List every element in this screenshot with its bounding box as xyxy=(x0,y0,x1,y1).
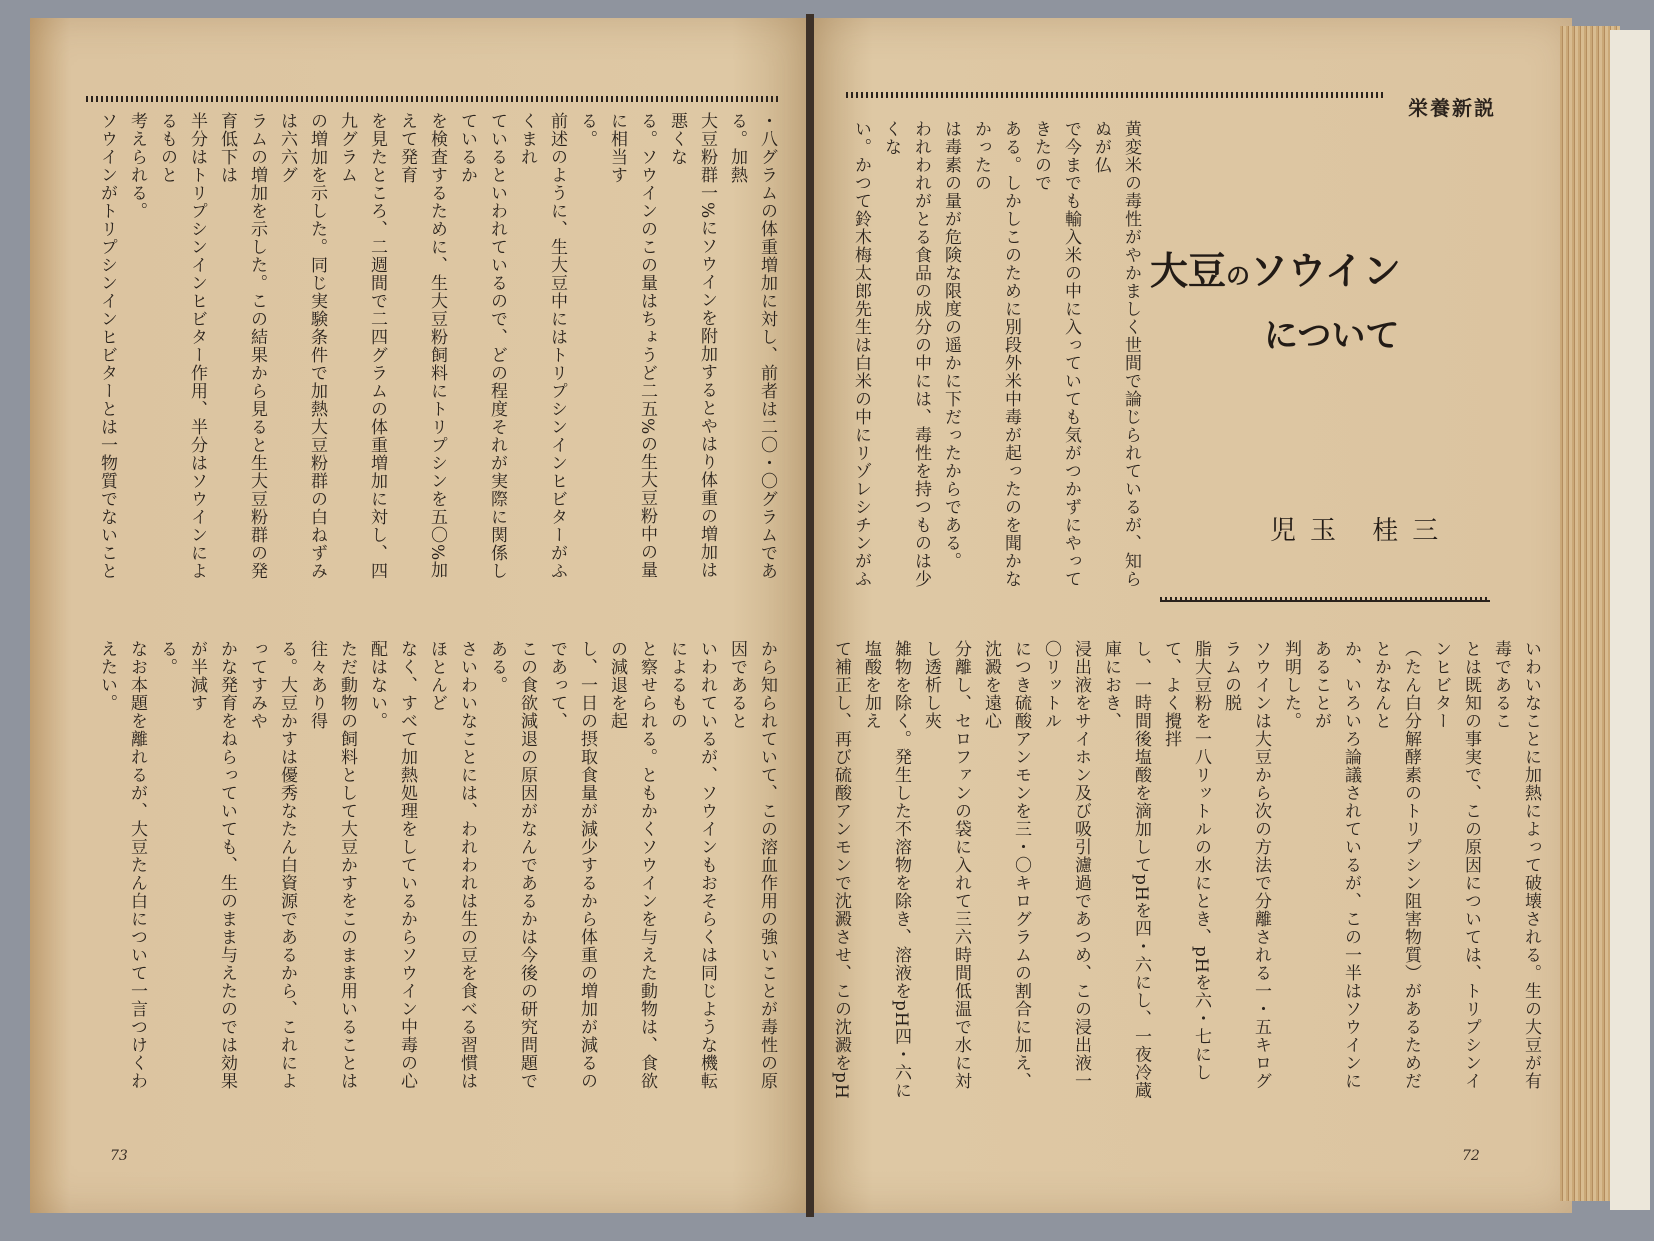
text-line: ある。しかしこのために別段外米中毒が起ったのを聞かなかったの xyxy=(971,120,1021,588)
text-line: し、一日の摂取食量が減少するから体重の増加が減るのであって、 xyxy=(547,640,597,1090)
text-line: る。 xyxy=(577,112,597,148)
right-bottom-text xyxy=(826,640,1546,1100)
text-line: し、一時間後塩酸を滴加してpHを四・六にし、一夜冷蔵庫におき、 xyxy=(1101,640,1151,1100)
title-part-souin: ソウイン xyxy=(1250,249,1401,293)
left-header-rule xyxy=(86,96,781,102)
text-line: 半分はトリプシンインヒビター作用、半分はソウインによるものと xyxy=(157,112,207,580)
text-line: 前述のように、生大豆中にはトリプシンインヒビターがふくまれ xyxy=(517,112,567,580)
text-line: なく、すべて加熱処理をしているからソウイン中毒の心配はない。 xyxy=(367,640,417,1090)
text-line: を検査するために、生大豆粉飼料にトリプシンを五〇%加えて発育 xyxy=(397,112,447,580)
text-line: 分離し、セロファンの袋に入れて三六時間低温で水に対し透析し夾 xyxy=(921,640,971,1090)
text-line: 雑物を除く。発生した不溶物を除き、溶液をpH四・六に塩酸を加え xyxy=(861,640,911,1100)
text-line: われわれがとる食品の成分の中には、毒性を持つものは少くな xyxy=(881,120,931,588)
right-header-rule xyxy=(846,92,1386,98)
right-top-text xyxy=(846,120,1146,600)
text-line: ているといわれているので、どの程度それが実際に関係しているか xyxy=(457,112,507,580)
article-title xyxy=(1150,240,1470,370)
text-line: ・八グラムの体重増加に対し、前者は二〇・〇グラムである。加熱 xyxy=(727,112,777,580)
text-line: ソウインは大豆から次の方法で分離される一・五キログラムの脱 xyxy=(1221,640,1271,1090)
author-name: 児玉 桂三 xyxy=(1270,516,1453,546)
left-bottom-text xyxy=(92,640,782,1100)
text-line: と察せられる。ともかくソウインを与えた動物は、食欲の減退を起 xyxy=(607,640,657,1090)
text-line: る。 xyxy=(157,640,177,676)
text-line: 脂大豆粉を一八リットルの水にとき、pHを六・七にして、よく攪拌 xyxy=(1161,640,1211,1082)
text-line: 判明した。 xyxy=(1281,640,1301,730)
title-box-dotted-rule xyxy=(1160,597,1490,601)
text-line: かな発育をねらっていても、生のまま与えたのでは効果が半減す xyxy=(187,640,237,1090)
text-line: とは既知の事実で、この原因については、トリプシンインヒビター xyxy=(1431,640,1481,1090)
book-cover-edge xyxy=(1610,30,1650,1210)
text-line: で今までも輸入米の中に入っていても気がつかずにやってきたので xyxy=(1031,120,1081,588)
title-part-daizu: 大豆 xyxy=(1150,249,1227,293)
text-line: につき硫酸アンモンを三・〇キログラムの割合に加え、沈澱を遠心 xyxy=(981,640,1031,1090)
section-label: 栄養新説 xyxy=(1408,96,1496,120)
text-line: ただ動物の飼料として大豆かすをこのまま用いることは往々あり得 xyxy=(307,640,357,1090)
text-line: て補正し、再び硫酸アンモンで沈澱させ、この沈澱をpH xyxy=(831,640,851,1100)
text-line: いわれているが、ソウインもおそらくは同じような機転によるもの xyxy=(667,640,717,1090)
text-line: る。ソウインのこの量はちょうど二五%の生大豆粉中の量に相当す xyxy=(607,112,657,580)
text-line: から知られていて、この溶血作用の強いことが毒性の原因であると xyxy=(727,640,777,1090)
text-line: 浸出液をサイホン及び吸引濾過であつめ、この浸出液一〇リットル xyxy=(1041,640,1091,1090)
text-line: （たん白分解酵素のトリプシン阻害物質）があるためだとかなんと xyxy=(1371,640,1421,1090)
title-subline: について xyxy=(1264,316,1400,356)
text-line: は毒素の量が危険な限度の遥かに下だったからである。 xyxy=(941,120,961,570)
text-line: ソウインがトリプシンインヒビターとは一物質でないこと xyxy=(97,112,117,580)
book-spine xyxy=(806,14,814,1217)
title-particle: の xyxy=(1226,262,1251,290)
text-line: さいわいなことには、われわれは生の豆を食べる習慣はほとんど xyxy=(427,640,477,1090)
text-line: いわいなことに加熱によって破壊される。生の大豆が有毒であるこ xyxy=(1491,640,1541,1090)
text-line: なお本題を離れるが、大豆たん白について一言つけくわえたい。 xyxy=(97,640,147,1090)
text-line: の増加を示した。同じ実験条件で加熱大豆粉群の白ねずみは六六グ xyxy=(277,112,327,580)
text-line: 黄変米の毒性がやかましく世間で論じられているが、知らぬが仏 xyxy=(1091,120,1141,588)
text-line: この食欲減退の原因がなんであるかは今後の研究問題である。 xyxy=(487,640,537,1090)
page-number-right: 72 xyxy=(1462,1148,1480,1164)
page-number-left: 73 xyxy=(110,1148,128,1164)
text-line: い。かつて鈴木梅太郎先生は白米の中にリゾレシチンがふ xyxy=(851,120,871,588)
text-line: 考えられる。 xyxy=(127,112,147,220)
text-line: ラムの増加を示した。この結果から見ると生大豆粉群の発育低下は xyxy=(217,112,267,580)
text-line: 大豆粉群一%にソウインを附加するとやはり体重の増加は悪くな xyxy=(667,112,717,580)
text-line: か、いろいろ論議されているが、この一半はソウインにあることが xyxy=(1311,640,1361,1090)
left-top-text xyxy=(92,112,782,592)
text-line: る。大豆かすは優秀なたん白資源であるから、これによってすみや xyxy=(247,640,297,1090)
text-line: を見たところ、二週間で二四グラムの体重増加に対し、四九グラム xyxy=(337,112,387,580)
title-main xyxy=(1150,240,1401,295)
